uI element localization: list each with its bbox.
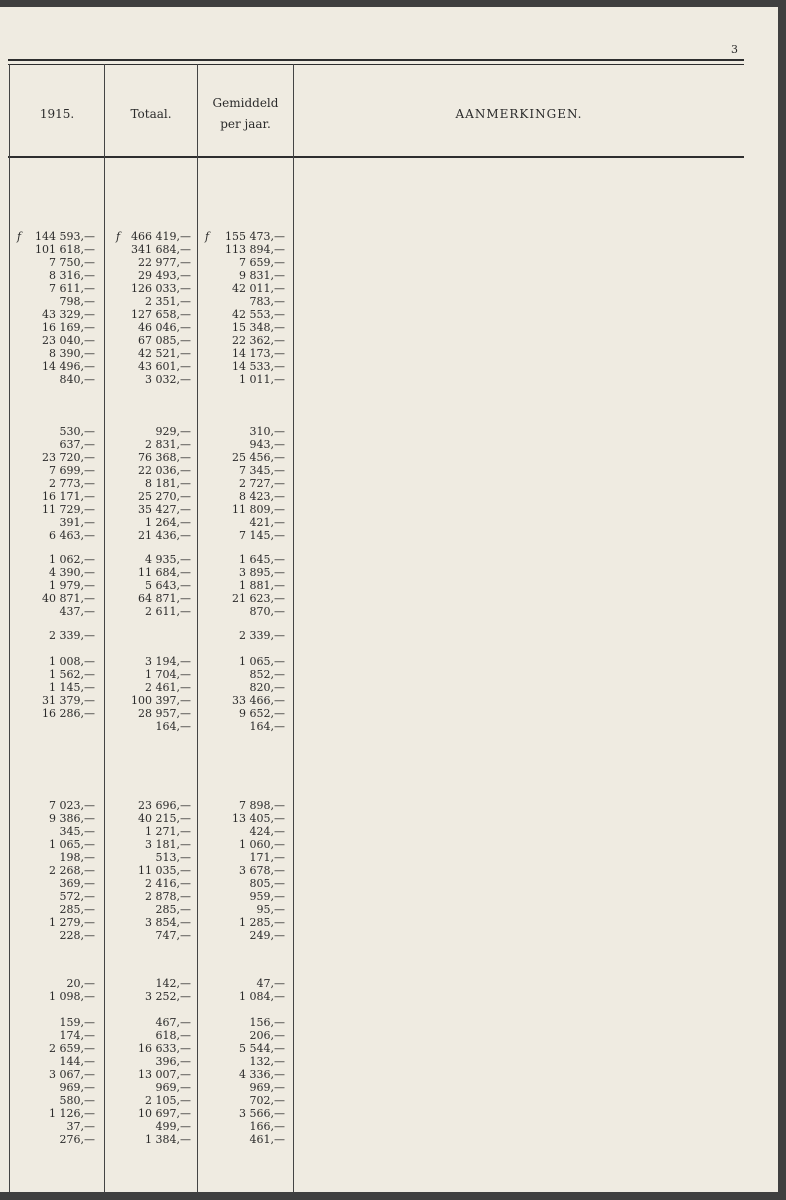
cell-1915: 2 773,— — [49, 477, 95, 490]
cell-total: 396,— — [155, 1055, 191, 1068]
cell-1915: 16 171,— — [42, 490, 95, 503]
cell-1915: 276,— — [59, 1133, 95, 1146]
cell-average: 7 345,— — [239, 464, 285, 477]
cell-1915: 572,— — [59, 890, 95, 903]
cell-total: 2 878,— — [145, 890, 191, 903]
cell-total: 618,— — [155, 1029, 191, 1042]
table-row — [0, 1107, 300, 1120]
page-number: 3 — [731, 43, 738, 56]
cell-1915: 391,— — [59, 516, 95, 529]
cell-average: 424,— — [249, 825, 285, 838]
cell-1915: 2 268,— — [49, 864, 95, 877]
cell-average: 310,— — [249, 425, 285, 438]
cell-total: 2 416,— — [145, 877, 191, 890]
table-row — [0, 851, 300, 864]
cell-total: 3 181,— — [145, 838, 191, 851]
cell-1915: 37,— — [66, 1120, 95, 1133]
cell-average: 21 623,— — [232, 592, 285, 605]
cell-total: 1 271,— — [145, 825, 191, 838]
cell-1915: 7 023,— — [49, 799, 95, 812]
cell-total: 3 854,— — [145, 916, 191, 929]
table-row — [0, 825, 300, 838]
table-row — [0, 890, 300, 903]
cell-1915: 159,— — [59, 1016, 95, 1029]
cell-average: 47,— — [256, 977, 285, 990]
cell-1915: 580,— — [59, 1094, 95, 1107]
cell-1915: 1 098,— — [49, 990, 95, 1003]
cell-average: 9 831,— — [239, 269, 285, 282]
table-row — [0, 799, 300, 812]
cell-1915: 8 316,— — [49, 269, 95, 282]
table-row — [0, 838, 300, 851]
cell-1915: 369,— — [59, 877, 95, 890]
cell-total: 142,— — [155, 977, 191, 990]
currency-symbol: f — [17, 230, 22, 243]
cell-total: 285,— — [155, 903, 191, 916]
cell-total: 25 270,— — [138, 490, 191, 503]
cell-1915: 637,— — [59, 438, 95, 451]
cell-total: 3 032,— — [145, 373, 191, 386]
cell-total: 29 493,— — [138, 269, 191, 282]
cell-total: 21 436,— — [138, 529, 191, 542]
cell-1915: 2 659,— — [49, 1042, 95, 1055]
cell-average: 1 011,— — [239, 373, 285, 386]
table-row — [0, 373, 300, 386]
header-total — [105, 69, 197, 159]
cell-average: 959,— — [249, 890, 285, 903]
cell-total: 23 696,— — [138, 799, 191, 812]
cell-1915: 969,— — [59, 1081, 95, 1094]
cell-total: 22 977,— — [138, 256, 191, 269]
cell-total: 1 384,— — [145, 1133, 191, 1146]
table-row — [0, 321, 300, 334]
cell-average: 166,— — [249, 1120, 285, 1133]
cell-total: 2 105,— — [145, 1094, 191, 1107]
table-row — [0, 1094, 300, 1107]
cell-average: 14 533,— — [232, 360, 285, 373]
header-total-label: Totaal. — [130, 106, 172, 121]
table-row — [0, 877, 300, 890]
top-rule — [8, 59, 744, 61]
table-row — [0, 1016, 300, 1029]
table-row — [0, 308, 300, 321]
cell-total: 2 351,— — [145, 295, 191, 308]
cell-total: 341 684,— — [131, 243, 191, 256]
table-row — [0, 681, 300, 694]
cell-average: 22 362,— — [232, 334, 285, 347]
cell-1915: 16 286,— — [42, 707, 95, 720]
table-row — [0, 477, 300, 490]
header-year-label: 1915. — [39, 106, 75, 121]
cell-1915: 7 699,— — [49, 464, 95, 477]
table-row — [0, 1055, 300, 1068]
cell-average: 14 173,— — [232, 347, 285, 360]
cell-1915: 1 065,— — [49, 838, 95, 851]
cell-total: 929,— — [155, 425, 191, 438]
table-row — [0, 605, 300, 618]
cell-average: 42 553,— — [232, 308, 285, 321]
cell-1915: 9 386,— — [49, 812, 95, 825]
cell-average: 421,— — [249, 516, 285, 529]
cell-average: 156,— — [249, 1016, 285, 1029]
table-row — [0, 977, 300, 990]
cell-total: 164,— — [155, 720, 191, 733]
cell-average: 852,— — [249, 668, 285, 681]
cell-1915: 2 339,— — [49, 629, 95, 642]
cell-1915: 101 618,— — [35, 243, 95, 256]
table-row — [0, 694, 300, 707]
table-row — [0, 566, 300, 579]
cell-average: 3 566,— — [239, 1107, 285, 1120]
cell-1915: 7 750,— — [49, 256, 95, 269]
cell-total: 467,— — [155, 1016, 191, 1029]
cell-1915: 1 008,— — [49, 655, 95, 668]
table-row — [0, 334, 300, 347]
cell-average: 11 809,— — [232, 503, 285, 516]
cell-average: 969,— — [249, 1081, 285, 1094]
table-row — [0, 720, 300, 733]
cell-total: 2 461,— — [145, 681, 191, 694]
table-row — [0, 1133, 300, 1146]
cell-1915: 8 390,— — [49, 347, 95, 360]
cell-total: 43 601,— — [138, 360, 191, 373]
table-row — [0, 1029, 300, 1042]
cell-1915: 228,— — [59, 929, 95, 942]
cell-1915: 4 390,— — [49, 566, 95, 579]
cell-1915: 1 062,— — [49, 553, 95, 566]
header-remarks-label: AANMERKINGEN. — [455, 106, 583, 121]
table-row — [0, 1081, 300, 1094]
table-row — [0, 360, 300, 373]
table-row — [0, 347, 300, 360]
cell-total: 4 935,— — [145, 553, 191, 566]
currency-symbol: f — [116, 230, 121, 243]
cell-total: 747,— — [155, 929, 191, 942]
table-row — [0, 655, 300, 668]
currency-symbol: f — [205, 230, 210, 243]
cell-1915: 144 593,— — [35, 230, 95, 243]
cell-average: 2 339,— — [239, 629, 285, 642]
cell-1915: 798,— — [59, 295, 95, 308]
cell-average: 1 645,— — [239, 553, 285, 566]
table-row — [0, 269, 300, 282]
cell-average: 5 544,— — [239, 1042, 285, 1055]
cell-total: 126 033,— — [131, 282, 191, 295]
top-rule-thin — [8, 64, 744, 65]
cell-total: 3 252,— — [145, 990, 191, 1003]
cell-1915: 6 463,— — [49, 529, 95, 542]
cell-average: 2 727,— — [239, 477, 285, 490]
table-row — [0, 256, 300, 269]
table-row — [0, 990, 300, 1003]
table-row — [0, 438, 300, 451]
table-row — [0, 295, 300, 308]
cell-total: 127 658,— — [131, 308, 191, 321]
table-row — [0, 668, 300, 681]
cell-average: 42 011,— — [232, 282, 285, 295]
cell-1915: 1 562,— — [49, 668, 95, 681]
cell-total: 466 419,— — [131, 230, 191, 243]
table-row — [0, 812, 300, 825]
cell-average: 943,— — [249, 438, 285, 451]
cell-total: 46 046,— — [138, 321, 191, 334]
table-row — [0, 903, 300, 916]
table-row — [0, 1068, 300, 1081]
cell-average: 95,— — [256, 903, 285, 916]
table-row — [0, 230, 300, 243]
table-row — [0, 553, 300, 566]
cell-average: 8 423,— — [239, 490, 285, 503]
cell-1915: 1 979,— — [49, 579, 95, 592]
cell-average: 1 881,— — [239, 579, 285, 592]
cell-total: 499,— — [155, 1120, 191, 1133]
cell-total: 16 633,— — [138, 1042, 191, 1055]
table-row — [0, 864, 300, 877]
cell-average: 132,— — [249, 1055, 285, 1068]
header-average-line1: Gemiddeld — [212, 96, 279, 110]
cell-average: 702,— — [249, 1094, 285, 1107]
cell-average: 249,— — [249, 929, 285, 942]
cell-average: 461,— — [249, 1133, 285, 1146]
cell-total: 13 007,— — [138, 1068, 191, 1081]
cell-total: 42 521,— — [138, 347, 191, 360]
cell-1915: 23 040,— — [42, 334, 95, 347]
table-row — [0, 579, 300, 592]
cell-average: 15 348,— — [232, 321, 285, 334]
cell-1915: 43 329,— — [42, 308, 95, 321]
cell-average: 206,— — [249, 1029, 285, 1042]
cell-average: 13 405,— — [232, 812, 285, 825]
cell-total: 1 264,— — [145, 516, 191, 529]
table-row — [0, 490, 300, 503]
table-row — [0, 707, 300, 720]
cell-total: 969,— — [155, 1081, 191, 1094]
cell-total: 3 194,— — [145, 655, 191, 668]
cell-average: 25 456,— — [232, 451, 285, 464]
table-row — [0, 464, 300, 477]
cell-1915: 16 169,— — [42, 321, 95, 334]
cell-1915: 31 379,— — [42, 694, 95, 707]
cell-average: 9 652,— — [239, 707, 285, 720]
cell-1915 — [0, 720, 95, 733]
table-row — [0, 929, 300, 942]
cell-1915: 1 279,— — [49, 916, 95, 929]
cell-average: 33 466,— — [232, 694, 285, 707]
cell-average: 164,— — [249, 720, 285, 733]
table-row — [0, 503, 300, 516]
cell-total: 67 085,— — [138, 334, 191, 347]
cell-1915: 345,— — [59, 825, 95, 838]
cell-average: 1 084,— — [239, 990, 285, 1003]
cell-average: 805,— — [249, 877, 285, 890]
table-row — [0, 1120, 300, 1133]
cell-1915: 174,— — [59, 1029, 95, 1042]
cell-average: 171,— — [249, 851, 285, 864]
table-row — [0, 243, 300, 256]
cell-1915: 840,— — [59, 373, 95, 386]
cell-1915: 1 126,— — [49, 1107, 95, 1120]
cell-total: 8 181,— — [145, 477, 191, 490]
cell-1915: 1 145,— — [49, 681, 95, 694]
cell-total: 513,— — [155, 851, 191, 864]
cell-average: 3 678,— — [239, 864, 285, 877]
cell-1915: 3 067,— — [49, 1068, 95, 1081]
table-row — [0, 629, 300, 642]
cell-1915: 20,— — [66, 977, 95, 990]
cell-average: 783,— — [249, 295, 285, 308]
cell-total: 11 684,— — [138, 566, 191, 579]
table-row — [0, 282, 300, 295]
cell-average: 4 336,— — [239, 1068, 285, 1081]
cell-average: 1 285,— — [239, 916, 285, 929]
table-row — [0, 916, 300, 929]
cell-total: 40 215,— — [138, 812, 191, 825]
cell-total: 5 643,— — [145, 579, 191, 592]
cell-1915: 437,— — [59, 605, 95, 618]
cell-average: 870,— — [249, 605, 285, 618]
cell-total: 76 368,— — [138, 451, 191, 464]
table-row — [0, 516, 300, 529]
table-row — [0, 1042, 300, 1055]
cell-1915: 40 871,— — [42, 592, 95, 605]
cell-1915: 7 611,— — [49, 282, 95, 295]
table-row — [0, 592, 300, 605]
cell-total: 2 611,— — [145, 605, 191, 618]
cell-average: 1 065,— — [239, 655, 285, 668]
cell-average: 3 895,— — [239, 566, 285, 579]
cell-total: 1 704,— — [145, 668, 191, 681]
header-average — [198, 69, 293, 159]
cell-1915: 144,— — [59, 1055, 95, 1068]
table-row — [0, 425, 300, 438]
cell-average: 1 060,— — [239, 838, 285, 851]
cell-total: 28 957,— — [138, 707, 191, 720]
cell-total: 35 427,— — [138, 503, 191, 516]
table-row — [0, 451, 300, 464]
cell-average: 113 894,— — [225, 243, 285, 256]
cell-1915: 530,— — [59, 425, 95, 438]
cell-total: 64 871,— — [138, 592, 191, 605]
cell-total: 11 035,— — [138, 864, 191, 877]
header-year — [10, 69, 104, 159]
table-row — [0, 529, 300, 542]
cell-1915: 23 720,— — [42, 451, 95, 464]
cell-average: 7 898,— — [239, 799, 285, 812]
cell-average: 7 659,— — [239, 256, 285, 269]
cell-average: 820,— — [249, 681, 285, 694]
cell-1915: 14 496,— — [42, 360, 95, 373]
cell-total: 10 697,— — [138, 1107, 191, 1120]
cell-total: 2 831,— — [145, 438, 191, 451]
cell-total: 22 036,— — [138, 464, 191, 477]
cell-average: 7 145,— — [239, 529, 285, 542]
cell-average: 155 473,— — [225, 230, 285, 243]
cell-1915: 285,— — [59, 903, 95, 916]
ledger-page — [0, 7, 778, 1192]
cell-1915: 11 729,— — [42, 503, 95, 516]
cell-1915: 198,— — [59, 851, 95, 864]
header-remarks — [294, 69, 744, 159]
header-average-line2: per jaar. — [220, 117, 271, 131]
cell-total: 100 397,— — [131, 694, 191, 707]
cell-total — [106, 629, 191, 642]
